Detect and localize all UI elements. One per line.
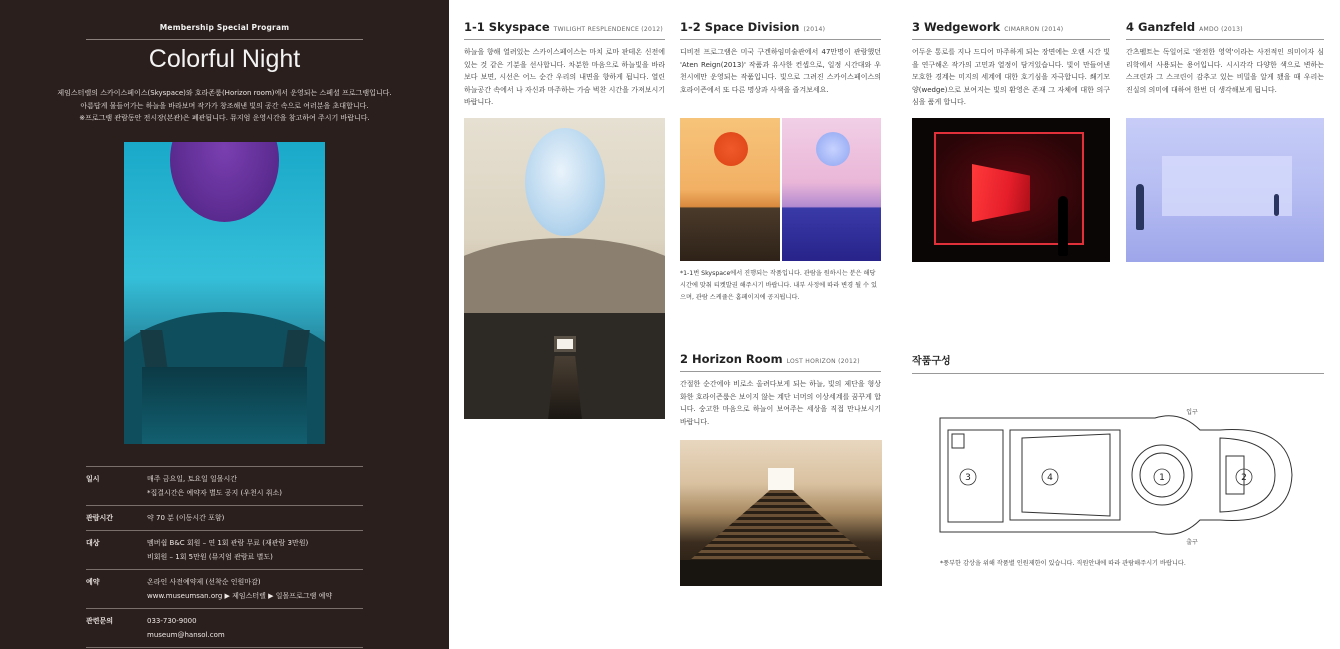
info-value [147,575,363,603]
building-outline [940,416,1292,535]
space-division-image-cool [782,118,881,261]
silhouette [1274,194,1279,216]
horizon-room-image [680,440,882,586]
info-line: 멤버쉽 B&C 회원 – 연 1회 관람 무료 (재관람 3만원) [147,539,309,547]
info-row [86,530,363,569]
floor-plan-diagram [930,400,1300,550]
room-2-number: 2 [1241,473,1247,483]
info-key: 대상 [86,539,100,547]
wedgework-image [912,118,1110,262]
section-subtitle: TWILIGHT RESPLENDENCE (2012) [553,26,664,33]
silhouette [1136,184,1144,230]
info-line: *집결시간은 예약자 별도 공지 (우천시 취소) [147,489,283,497]
section-ganzfeld [1126,20,1324,96]
room-3-inner [952,434,964,448]
section-body: 간츠펠트는 독일어로 '완전한 영역'이라는 사전적인 의미이자 심리학에서 사용되는 용어입니다. 시시각각 다양한 색으로 변하는 스크린과 그 스크린이 감추고 있는 비밀을 알게 됐을 때 우리는 진실의 의미에 대하여 한번 더 생각해보게 됩니다. [1126,48,1324,94]
section-title-text: 1-2 Space Division [680,20,800,34]
info-row [86,608,363,648]
section-horizon-room [680,352,881,428]
section-body: 간절한 순간에야 비로소 올려다보게 되는 하늘, 빛의 제단을 형상화한 호라이즌룸은 보이지 않는 계단 너머의 이상세계를 꿈꾸게 합니다. 숭고한 마음으로 하늘이 보여주는 세상을 직접 만나보시기 바랍니다. [680,380,881,426]
info-value [147,472,363,500]
info-key: 예약 [86,578,100,586]
entrance-label: 입구 [1186,409,1198,416]
info-line: 비회원 – 1회 5만원 (뮤지엄 관람료 별도) [147,553,273,561]
info-key: 일시 [86,475,100,483]
page-title: Colorful Night [148,45,301,73]
room-4-outline [1010,430,1120,520]
divider [680,371,881,372]
space-division-note: *1-1번 Skyspace에서 진행되는 작품입니다. 관람을 원하시는 분은 해당시간에 맞춰 티켓발권 해주시기 바랍니다. 내부 사정에 따라 변경 될 수 있으며, 관람 스케쥴은 홈페이지에 공지됩니다. [680,270,877,301]
section-space-division [680,20,881,96]
info-line: 온라인 사전예약제 (선착순 인원마감) [147,578,261,586]
divider [680,39,881,40]
skyspace-image [464,118,665,419]
section-title [680,352,881,366]
room-3-number: 3 [965,473,971,483]
section-body: 어두운 통로를 지나 드디어 마주하게 되는 장면에는 오랜 시간 빛을 연구해온 작가의 고민과 열정이 담겨있습니다. 빛이 만들어낸 모호한 경계는 미지의 세계에 대한 호기심을 자극합니다. 쐐기모양(wedge)으로 보여지는 빛의 환영은 존재 그 자체에 대한 의구심을 품게 합니다. [912,48,1110,106]
section-body: 디비전 프로그램은 미국 구겐하임미술관에서 47만명이 관람했던 'Aten Reign(2013)' 작품과 유사한 컨셉으로, 일정 시간대와 우천시에만 운영되는 작품입니다. 빛으로 그려진 스카이스페이스의 호라이즌에서 또 다른 명상과 사색을 즐겨보세요. [680,48,881,94]
info-row [86,505,363,530]
divider [464,39,665,40]
section-body: 하늘을 향해 열려있는 스카이스페이스는 마치 로마 판테온 신전에 있는 것 같은 기분을 선사합니다. 차분한 마음으로 하늘빛을 바라보다 보면, 시선은 어느 순간 우리의 내면을 향하게 됩니다. 열린 하늘공간 속에서 나 자신과 마주하는 가슴 벅찬 시간을 가져보시기 바랍니다. [464,48,665,106]
kicker: Membership Special Program [159,23,290,32]
floor [142,367,307,444]
section-subtitle: CIMARRON (2014) [1004,26,1064,33]
info-value [147,536,363,564]
left-panel [0,0,449,649]
section-subtitle: (2014) [803,26,826,33]
kicker-divider [86,39,363,40]
intro-text [20,87,429,125]
blue-orb [816,132,850,166]
plan-note: *풍부한 감상을 위해 작품별 인원제한이 있습니다. 직원안내에 따라 관람해주시기 바랍니다. [940,560,1186,567]
ganzfeld-image [1126,118,1324,262]
intro-line: 제임스터렐의 스카이스페이스(Skyspace)와 호라존룸(Horizon room)에서 운영되는 스페셜 프로그램입니다. [57,89,392,97]
room-4-number: 4 [1047,473,1053,483]
doorway [554,336,576,352]
section-title-text: 1-1 Skyspace [464,20,550,34]
section-subtitle: LOST HORIZON (2012) [786,358,860,365]
section-title-text: 2 Horizon Room [680,352,783,366]
exit-label: 출구 [1186,539,1198,546]
light-screen [1162,156,1292,216]
plan-title: 작품구성 [912,356,951,367]
divider [1126,39,1324,40]
info-key: 관람시간 [86,514,114,522]
section-title [912,20,1110,34]
hero-image [124,142,325,444]
floor-plan-section [912,352,1324,374]
room-4-inner [1022,434,1110,516]
section-title-text: 3 Wedgework [912,20,1001,34]
info-line: 매주 금요일, 토요일 일몰시간 [147,475,238,483]
orange-orb [714,132,748,166]
phone-number[interactable]: 033-730-9000 [147,617,197,625]
divider [912,39,1110,40]
room-1-number: 1 [1159,473,1165,483]
email-link[interactable]: museum@hansol.com [147,631,225,639]
info-row [86,466,363,505]
space-division-image-warm [680,118,780,261]
water-surface [680,560,882,586]
info-row [86,569,363,608]
sky-opening [170,142,279,222]
reservation-link[interactable]: www.museumsan.org ▶ 제임스터렐 ▶ 일몰프로그램 예약 [147,592,333,600]
room-2-outline [1220,438,1275,512]
info-line: 약 70 분 (이동시간 포함) [147,514,225,522]
info-value [147,614,363,642]
info-value [147,511,363,525]
section-skyspace [464,20,665,109]
intro-line: ※프로그램 관람동안 전시장(본관)은 폐관됩니다. 뮤지엄 운영시간을 참고하여 주시기 바랍니다. [79,114,370,122]
info-key: 관련문의 [86,617,114,625]
info-table [86,466,363,648]
section-subtitle: AMDO (2013) [1199,26,1243,33]
section-title-text: 4 Ganzfeld [1126,20,1196,34]
silhouette [1058,196,1068,256]
section-title [464,20,665,34]
divider [912,373,1324,374]
sky-opening [768,468,794,490]
room-3-outline [948,430,1003,522]
intro-line: 아름답게 물들어가는 하늘을 바라보며 작가가 창조해낸 빛의 공간 속으로 여러분을 초대합니다. [80,101,369,110]
stairs [690,490,872,560]
section-title [1126,20,1324,34]
section-wedgework [912,20,1110,109]
sky-opening [525,128,605,236]
section-title [680,20,881,34]
